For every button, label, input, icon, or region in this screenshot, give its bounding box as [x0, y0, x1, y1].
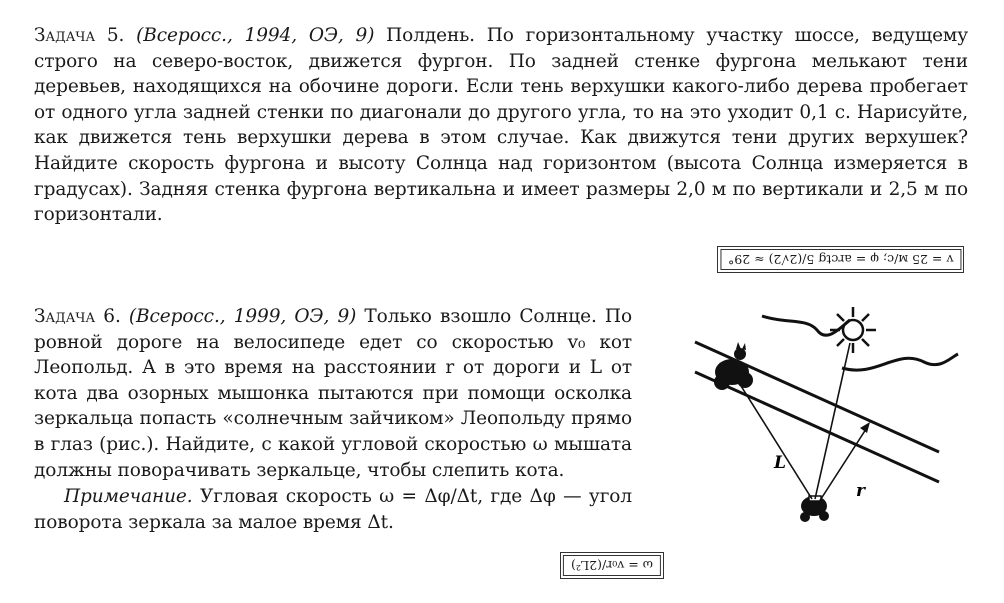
problem-5-text: Полдень. По горизонтальному участку шоссе, ведущему строго на северо-восток, движется фургон. По задней стенке фургона мелькают тени деревьев, находящихся на обочине дороги. Если тень верхушки какого-либо дерева пробегает от одного угла задней стенки по диагонали до другого угла, то на это уходит 0,1 с. Нарисуйте, как движется тень верхушки дерева в этом случае. Как движутся тени других верхушек? Найдите скорость фургона и высоту Солнца над горизонтом (высота Солнца измеряется в градусах). Задняя стенка фургона вертикальна и имеет размеры 2,0 м по вертикали и 2,5 м по горизонтали.: [34, 25, 968, 226]
sun-icon: [830, 307, 876, 353]
problem-6-answer: ω = v₀r/(2L²): [563, 555, 661, 576]
mice-with-mirror-icon: [800, 496, 829, 522]
problem-5-answer-box: [717, 246, 964, 273]
problem-6-text: Только взошло Солнце. По ровной дороге на велосипеде едет со скоростью v₀ кот Леопольд. А в это время на расстоянии r от дороги и L от кота два озорных мышонка пытаются при помощи осколка зеркальца попасть «солнечным зайчиком» Леопольду прямо в глаз (рис.). Найдите, с какой угловой скоростью ω мышата должны поворачивать зеркальце, чтобы слепить кота.: [34, 306, 632, 481]
figure-road-sun-mirror: [692, 296, 964, 532]
cloud-line: [762, 316, 850, 335]
problem-6: [34, 304, 632, 483]
label-L: L: [774, 453, 786, 473]
note-label: Примечание.: [64, 486, 193, 507]
wavy-line: [842, 354, 958, 370]
problem-6-note: [34, 484, 632, 535]
problem-5-source: (Всеросс., 1994, ОЭ, 9): [136, 25, 375, 46]
sunlight-line: [815, 343, 850, 499]
problem-5-title: Задача 5.: [34, 25, 125, 46]
problem-6-answer-box: [560, 552, 664, 579]
label-r: r: [856, 481, 865, 501]
road-edge-lower: [695, 372, 939, 482]
problem-5: [34, 23, 968, 228]
distance-L-line: [736, 378, 812, 499]
problem-6-title: Задача 6.: [34, 306, 121, 327]
note-text: Угловая скорость ω = Δφ/Δt, где Δφ — угол поворота зеркала за малое время Δt.: [34, 486, 632, 533]
distance-r-arrowhead: [860, 422, 870, 433]
problem-6-source: (Всеросс., 1999, ОЭ, 9): [128, 306, 357, 327]
problem-5-answer: v = 25 м/с; φ = arctg 5/(2√2) ≈ 29°: [720, 249, 961, 270]
